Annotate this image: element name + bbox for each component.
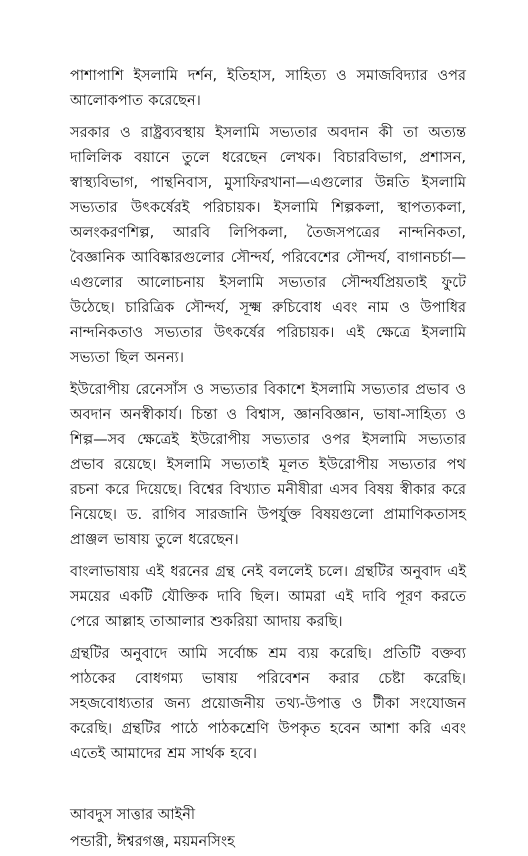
paragraph-1: পাশাপাশি ইসলামি দর্শন, ইতিহাস, সাহিত্য ও সমাজবিদ্যার ওপর আলোকপাত করেছেন।	[70, 68, 466, 109]
paragraph-4: বাংলাভাষায় এই ধরনের গ্রন্থ নেই বললেই চলে। গ্রন্থটির অনুবাদ এই সময়ের একটি যৌক্তিক দাবি ছিল। আমরা এই দাবি পূরণ করতে পেরে আল্লাহ তাআলার শুকরিয়া আদায় করছি।	[70, 564, 466, 630]
document-page	[70, 64, 466, 856]
paragraph-2: সরকার ও রাষ্ট্রব্যবস্থায় ইসলামি সভ্যতার অবদান কী তা অত্যন্ত দালিলিক বয়ানে তুলে ধরেছেন লেখক। বিচারবিভাগ, প্রশাসন, স্বাস্থ্যবিভাগ, পান্থনিবাস, মুসাফিরখানা—এগুলোর উন্নতি ইসলামি সভ্যতার উৎকর্ষেরই পরিচায়ক। ইসলামি শিল্পকলা, স্থাপত্যকলা, অলংকরণশিল্প, আরবি লিপিকলা, তৈজসপত্রের নান্দনিকতা, বৈজ্ঞানিক আবিষ্কারগুলোর সৌন্দর্য, পরিবেশের সৌন্দর্য, বাগানচর্চা—এগুলোর আলোচনায় ইসলামি সভ্যতার সৌন্দর্যপ্রিয়তাই ফুটে উঠেছে। চারিত্রিক সৌন্দর্য, সূক্ষ্ম রুচিবোধ এবং নাম ও উপাধির নান্দনিকতাও সভ্যতার উৎকর্ষের পরিচায়ক। এই ক্ষেত্রে ইসলামি সভ্যতা ছিল অনন্য।	[70, 125, 466, 366]
paragraph-5: গ্রন্থটির অনুবাদে আমি সর্বোচ্চ শ্রম ব্যয় করেছি। প্রতিটি বক্তব্য পাঠকের বোধগম্য ভাষায় পরিবেশন করার চেষ্টা করেছি। সহজবোধ্যতার জন্য প্রয়োজনীয় তথ্য-উপাত্ত ও টীকা সংযোজন করেছি। গ্রন্থটির পাঠে পাঠকশ্রেণি উপকৃত হবেন আশা করি এবং এতেই আমাদের শ্রম সার্থক হবে।	[70, 646, 466, 762]
translator-location: পন্ডারী, ঈশ্বরগঞ্জ, ময়মনসিংহ	[70, 834, 235, 850]
signature-spacer	[70, 774, 466, 802]
translator-name: আবদুস সাত্তার আইনী	[70, 807, 195, 823]
paragraph-3: ইউরোপীয় রেনেসাঁস ও সভ্যতার বিকাশে ইসলামি সভ্যতার প্রভাব ও অবদান অনস্বীকার্য। চিন্তা ও বিশ্বাস, জ্ঞানবিজ্ঞান, ভাষা-সাহিত্য ও শিল্প—সব ক্ষেত্রেই ইউরোপীয় সভ্যতার ওপর ইসলামি সভ্যতার প্রভাব রয়েছে। ইসলামি সভ্যতাই মূলত ইউরোপীয় সভ্যতার পথ রচনা করে দিয়েছে। বিশ্বের বিখ্যাত মনীষীরা এসব বিষয় স্বীকার করে নিয়েছে। ড. রাগিব সারজানি উপর্যুক্ত বিষয়গুলো প্রামাণিকতাসহ প্রাঞ্জল ভাষায় তুলে ধরেছেন।	[70, 382, 466, 548]
